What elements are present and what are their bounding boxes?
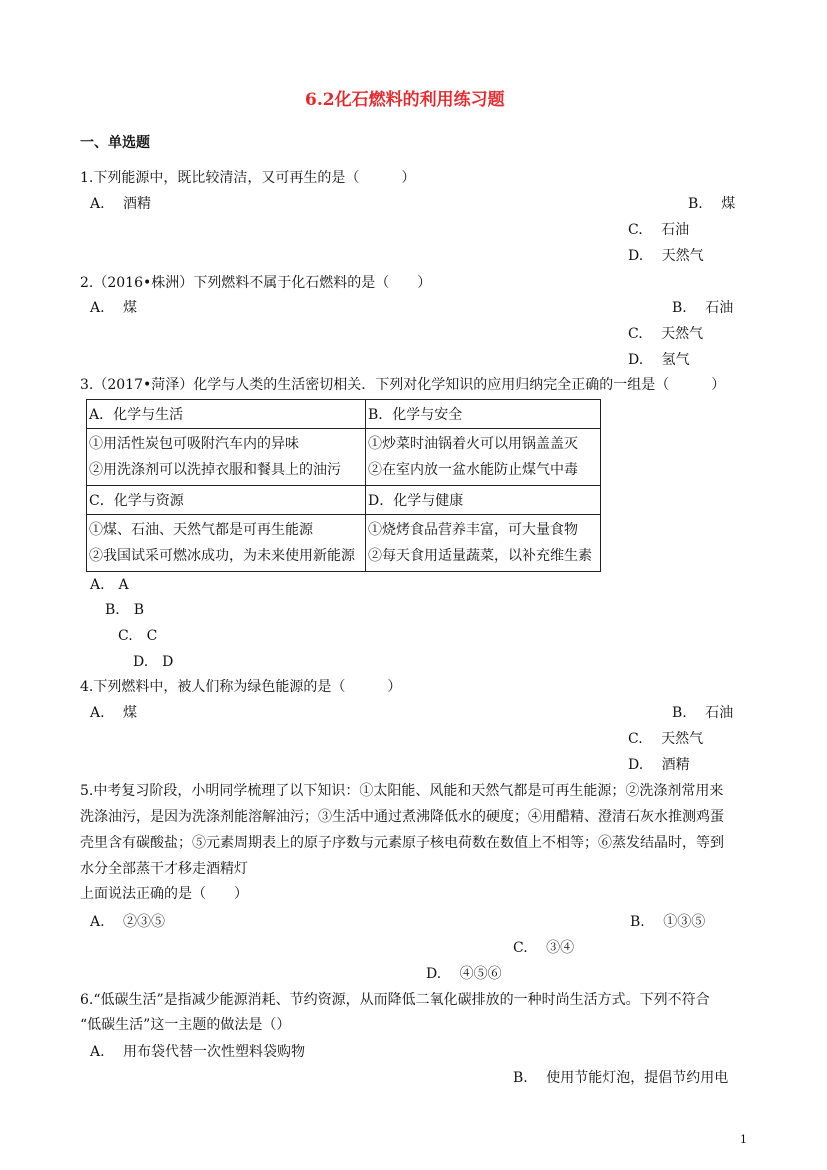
question-2-stem: 2.（2016•株洲）下列燃料不属于化石燃料的是（ ） bbox=[80, 275, 432, 291]
question-3-option-b[interactable]: B. B bbox=[105, 602, 145, 618]
question-4-option-a[interactable]: A. 煤 bbox=[90, 705, 138, 721]
question-2-option-d[interactable]: D. 氢气 bbox=[628, 352, 690, 368]
question-4-option-c[interactable]: C. 天然气 bbox=[628, 731, 704, 747]
question-6-line-2: “低碳生活”这一主题的做法是（） bbox=[80, 1017, 291, 1033]
table-cell-b-body bbox=[366, 429, 601, 486]
page-title: 6.2化石燃料的利用练习题 bbox=[305, 90, 505, 110]
question-1-option-d[interactable]: D. 天然气 bbox=[628, 248, 704, 264]
question-3-option-d[interactable]: D. D bbox=[133, 654, 174, 670]
table-cell-d-head: D．化学与健康 bbox=[366, 486, 601, 515]
question-5-option-b[interactable]: B. ①③⑤ bbox=[630, 914, 706, 930]
question-3-option-c[interactable]: C. C bbox=[118, 628, 158, 644]
question-2-option-a[interactable]: A. 煤 bbox=[90, 300, 138, 316]
table-cell-c-head: C．化学与资源 bbox=[87, 486, 366, 515]
table-cell-b-line2: ②在室内放一盆水能防止煤气中毒 bbox=[368, 462, 578, 478]
question-1-option-c[interactable]: C. 石油 bbox=[628, 222, 690, 238]
question-3-stem: 3.（2017•菏泽）化学与人类的生活密切相关．下列对化学知识的应用归纳完全正确的一组是（ ） bbox=[80, 377, 726, 393]
table-cell-d-body bbox=[366, 515, 601, 572]
section-heading: 一、单选题 bbox=[80, 135, 150, 151]
table-cell-a-line2: ②用洗涤剂可以洗掉衣服和餐具上的油污 bbox=[89, 462, 341, 478]
table-cell-a-head: A．化学与生活 bbox=[87, 400, 366, 429]
question-5-line-2: 洗涤油污，是因为洗涤剂能溶解油污；③生活中通过煮沸降低水的硬度；④用醋精、澄清石灰水推测鸡蛋 bbox=[80, 809, 724, 825]
question-5-option-d[interactable]: D. ④⑤⑥ bbox=[426, 966, 502, 982]
table-cell-d-line1: ①烧烤食品营养丰富，可大量食物 bbox=[368, 522, 578, 538]
question-6-line-1: 6.“低碳生活”是指减少能源消耗、节约资源，从而降低二氧化碳排放的一种时尚生活方式。下列不符合 bbox=[80, 992, 710, 1008]
question-5-line-4: 水分全部蒸干才移走酒精灯 bbox=[80, 861, 248, 877]
question-5-line-1: 5.中考复习阶段，小明同学梳理了以下知识：①太阳能、风能和天然气都是可再生能源；②洗涤剂常用来 bbox=[80, 783, 724, 799]
table-cell-a-body bbox=[87, 429, 366, 486]
question-6-option-a[interactable]: A. 用布袋代替一次性塑料袋购物 bbox=[90, 1044, 306, 1060]
question-5-option-c[interactable]: C. ③④ bbox=[513, 940, 575, 956]
table-cell-b-head: B．化学与安全 bbox=[366, 400, 601, 429]
question-2-option-b[interactable]: B. 石油 bbox=[672, 300, 734, 316]
question-1-option-b[interactable]: B. 煤 bbox=[688, 196, 736, 212]
question-3-table bbox=[86, 399, 601, 572]
question-4-option-b[interactable]: B. 石油 bbox=[672, 705, 734, 721]
table-cell-d-line2: ②每天食用适量蔬菜，以补充维生素 bbox=[368, 548, 592, 564]
page-number: 1 bbox=[740, 1133, 747, 1146]
question-4-stem: 4.下列燃料中，被人们称为绿色能源的是（ ） bbox=[80, 679, 402, 695]
question-1-stem: 1.下列能源中，既比较清洁，又可再生的是（ ） bbox=[80, 170, 416, 186]
question-5-line-5: 上面说法正确的是（ ） bbox=[80, 886, 248, 902]
table-cell-c-line1: ①煤、石油、天然气都是可再生能源 bbox=[89, 522, 313, 538]
question-6-option-b[interactable]: B. 使用节能灯泡，提倡节约用电 bbox=[513, 1070, 729, 1086]
question-5-line-3: 壳里含有碳酸盐；⑤元素周期表上的原子序数与元素原子核电荷数在数值上不相等；⑥蒸发结晶时，等到 bbox=[80, 835, 724, 851]
question-3-option-a[interactable]: A. A bbox=[90, 577, 129, 593]
table-cell-c-line2: ②我国试采可燃冰成功，为未来使用新能源 bbox=[89, 548, 355, 564]
question-2-option-c[interactable]: C. 天然气 bbox=[628, 326, 704, 342]
question-4-option-d[interactable]: D. 酒精 bbox=[628, 757, 690, 773]
table-cell-b-line1: ①炒菜时油锅着火可以用锅盖盖灭 bbox=[368, 436, 578, 452]
table-cell-a-line1: ①用活性炭包可吸附汽车内的异味 bbox=[89, 436, 299, 452]
table-cell-c-body bbox=[87, 515, 366, 572]
question-5-option-a[interactable]: A. ②③⑤ bbox=[90, 914, 166, 930]
question-1-option-a[interactable]: A. 酒精 bbox=[90, 196, 152, 212]
